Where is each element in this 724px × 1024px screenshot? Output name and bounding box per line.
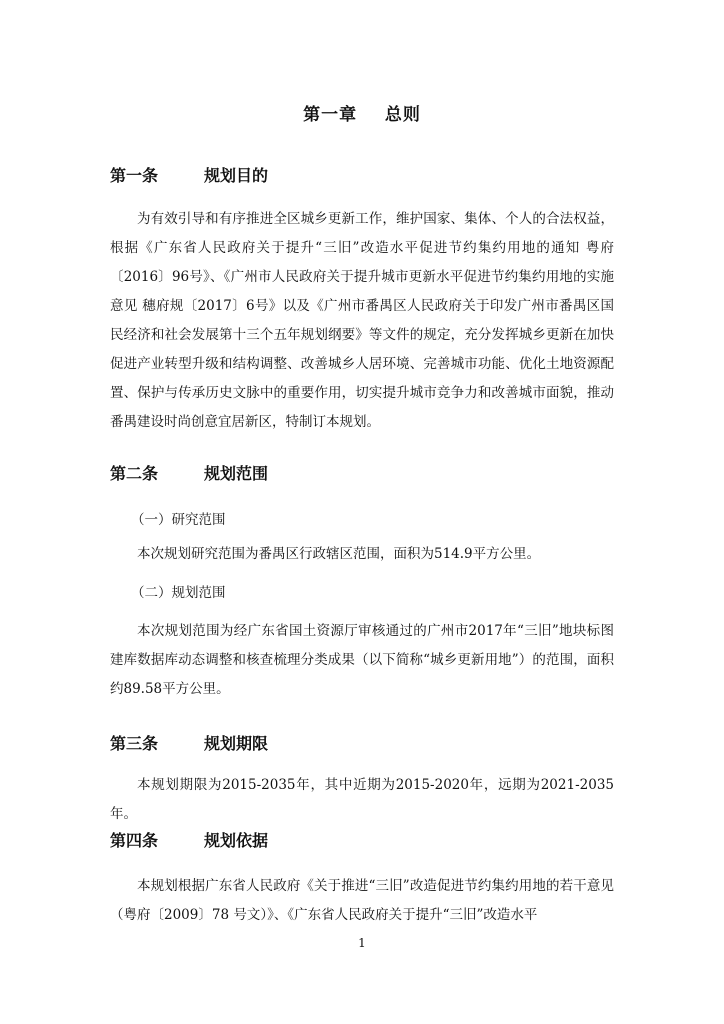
article-title: 规划期限 xyxy=(204,734,269,753)
article-heading-2 xyxy=(110,461,268,484)
article-3-paragraph: 本规划期限为2015-2035年，其中近期为2015-2020年，远期为2021-2035年。 xyxy=(110,777,614,822)
subsection-heading-research-scope: （一）研究范围 xyxy=(131,512,226,528)
article-title: 规划范围 xyxy=(204,464,269,483)
article-heading-1 xyxy=(110,163,268,186)
article-number: 第四条 xyxy=(110,831,159,850)
article-title: 规划目的 xyxy=(204,166,269,185)
article-number: 第二条 xyxy=(110,464,159,483)
subsection-heading-plan-scope: （二）规划范围 xyxy=(131,585,226,601)
page-number: 1 xyxy=(358,936,366,950)
article-heading-4 xyxy=(110,828,268,851)
article-2-plan-paragraph: 本次规划范围为经广东省国土资源厅审核通过的广州市2017年“三旧”地块标图建库数据库动态调整和核查梳理分类成果（以下简称“城乡更新用地”）的范围，面积约89.58平方公里。 xyxy=(110,623,614,697)
chapter-title: 第一章 总则 xyxy=(303,105,421,125)
article-1-paragraph: 为有效引导和有序推进全区城乡更新工作，维护国家、集体、个人的合法权益，根据《广东省人民政府关于提升“三旧”改造水平促进节约集约用地的通知 粤府〔2016〕96号》、《广州市人民政府关于提升城市更新水平促进节约集约用地的实施意见 穗府规〔2017〕6号》以及《广州市番禺区人民政府关于印发广州市番禺区国民经济和社会发展第十三个五年规划纲要》等文件的规定，充分发挥城乡更新在加快促进产业转型升级和结构调整、改善城乡人居环境、完善城市功能、优化土地资源配置、保护与传承历史文脉中的重要作用，切实提升城市竞争力和改善城市面貌，推动番禺建设时尚创意宜居新区，特制订本规划。 xyxy=(110,211,614,430)
article-4-paragraph: 本规划根据广东省人民政府《关于推进“三旧”改造促进节约集约用地的若干意见（粤府〔2009〕78 号文）》、《广东省人民政府关于提升“三旧”改造水平 xyxy=(110,878,614,923)
article-title: 规划依据 xyxy=(204,831,269,850)
article-number: 第一条 xyxy=(110,166,159,185)
article-2-research-paragraph: 本次规划研究范围为番禺区行政辖区范围，面积为514.9平方公里。 xyxy=(137,546,541,562)
article-number: 第三条 xyxy=(110,734,159,753)
article-heading-3 xyxy=(110,731,268,754)
